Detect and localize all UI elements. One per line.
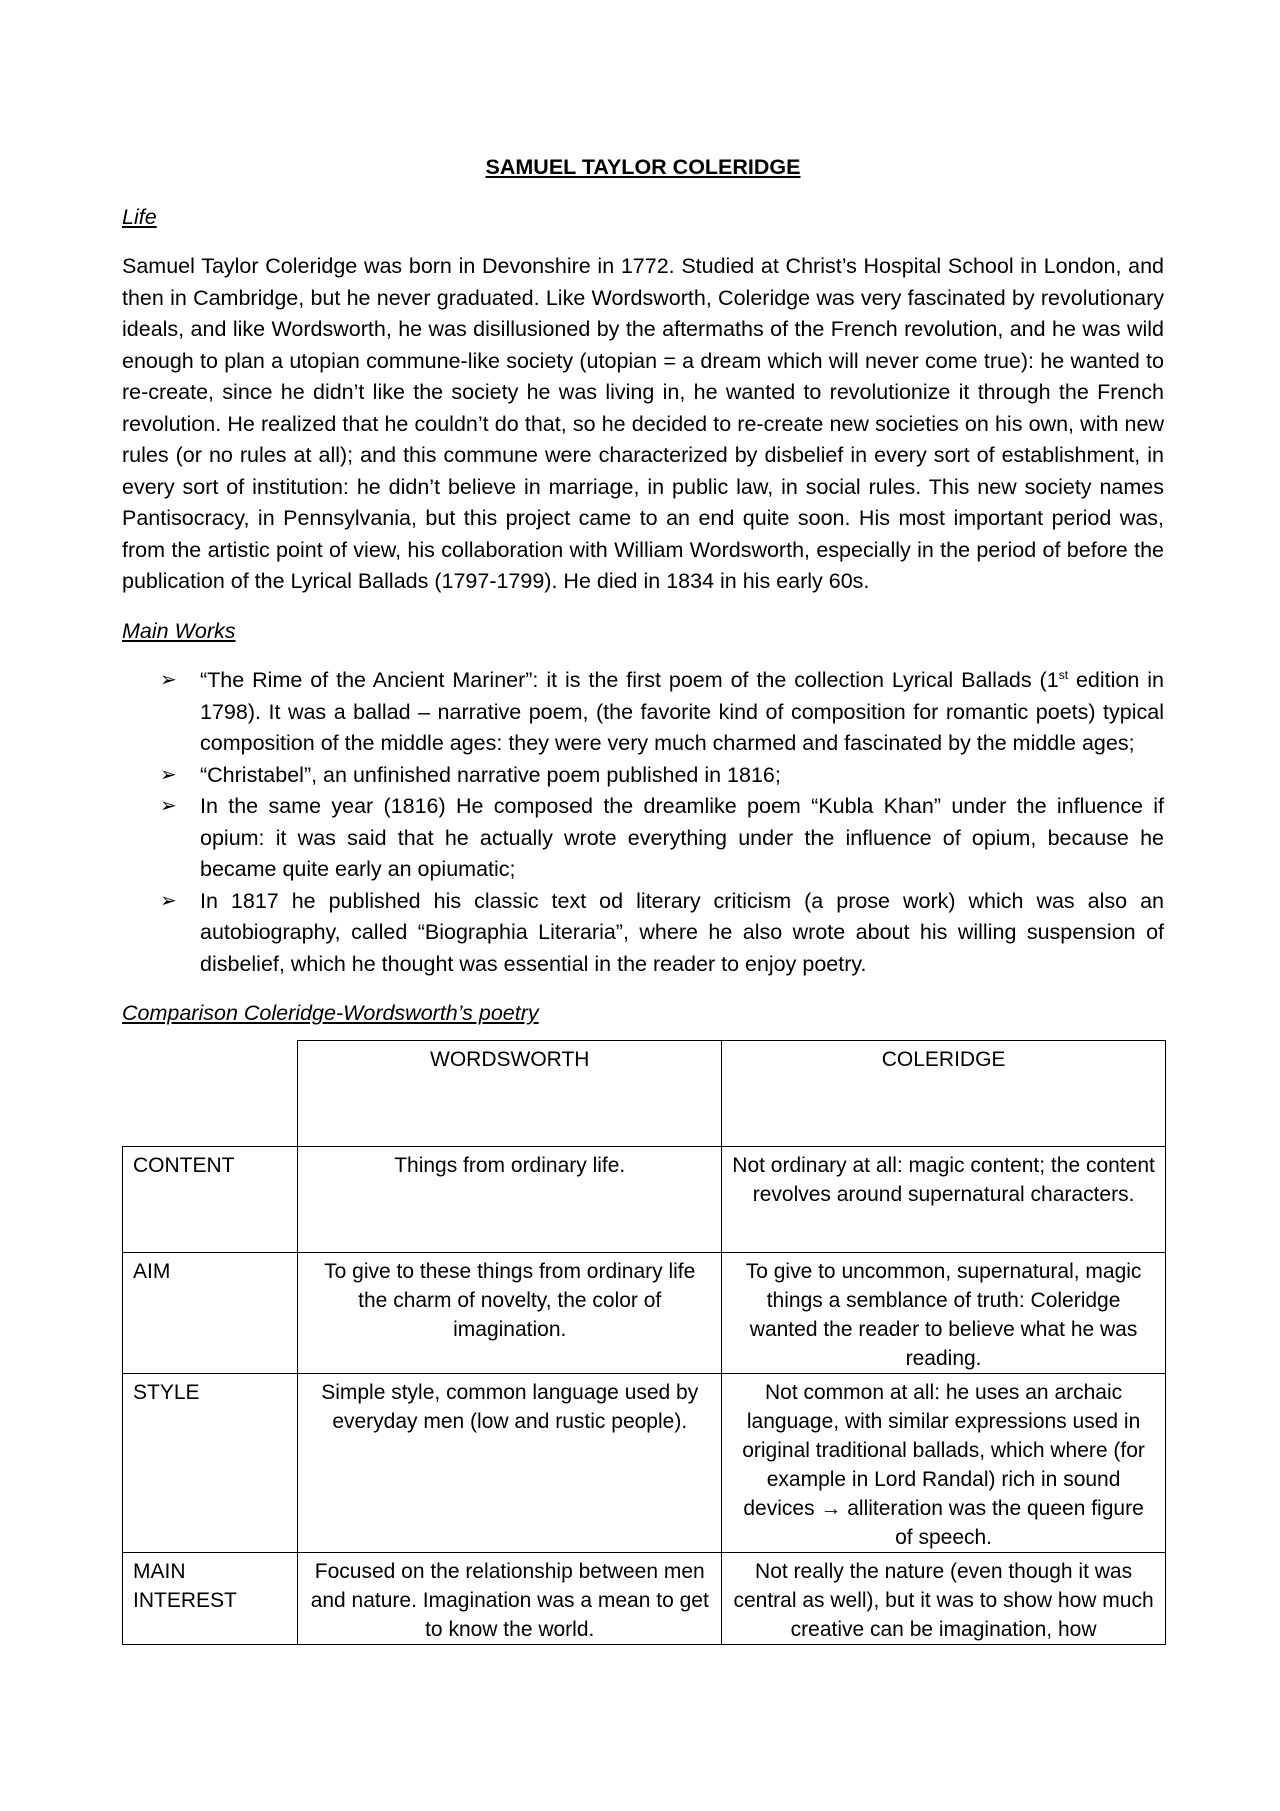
section-heading-life: Life <box>122 204 157 229</box>
life-paragraph: Samuel Taylor Coleridge was born in Devonshire in 1772. Studied at Christ’s Hospital School in London, and then in Cambridge, but he never graduated. Like Wordsworth, Coleridge was very fascinated by revolutionary ideals, and like Wordsworth, he was disillusioned by the aftermaths of the French revolution, and he was wild enough to plan a utopian commune-like society (utopian = a dream which will never come true): he wanted to re-create, since he didn’t like the society he was living in, he wanted to revolutionize it through the French revolution. He realized that he couldn’t do that, so he decided to re-create new societies on his own, with new rules (or no rules at all); and this commune were characterized by disbelief in every sort of establishment, in every sort of institution: he didn’t believe in marriage, in public law, in social rules. This new society names Pantisocracy, in Pennsylvania, but this project came to an end quite soon. His most important period was, from the artistic point of view, his collaboration with William Wordsworth, especially in the period of before the publication of the Lyrical Ballads (1797-1799). He died in 1834 in his early 60s. <box>122 254 1164 593</box>
row-label: STYLE <box>123 1373 298 1552</box>
table-cell: Not ordinary at all: magic content; the content revolves around supernatural characters. <box>722 1146 1166 1252</box>
document-page <box>122 152 1164 1645</box>
arrow-bullet-icon: ➢ <box>160 763 177 786</box>
table-corner-cell <box>123 1040 298 1146</box>
list-item <box>122 791 1164 886</box>
table-cell: Focused on the relationship between men and nature. Imagination was a mean to get to know the world. <box>298 1552 722 1644</box>
section-heading-comparison: Comparison Coleridge-Wordsworth’s poetry <box>122 1001 539 1025</box>
row-label: CONTENT <box>123 1146 298 1252</box>
list-item-text: edition in 1798). It was a ballad – narrative poem, (the favorite kind of composition for romantic poets) typical composition of the middle ages: they were very much charmed and fascinated by the middle ages; <box>200 668 1164 755</box>
column-header-coleridge: COLERIDGE <box>722 1040 1166 1146</box>
table-cell: To give to uncommon, supernatural, magic things a semblance of truth: Coleridge wanted the reader to believe what he was reading. <box>722 1252 1166 1373</box>
table-cell: Simple style, common language used by everyday men (low and rustic people). <box>298 1373 722 1552</box>
list-item-text: In 1817 he published his classic text od literary criticism (a prose work) which was also an autobiography, called “Biographia Literaria”, where he also wrote about his willing suspension of disbelief, which he thought was essential in the reader to enjoy poetry. <box>200 888 1164 976</box>
table-cell: Not really the nature (even though it was central as well), but it was to show how much creative can be imagination, how <box>722 1552 1166 1644</box>
table-row <box>123 1373 1166 1552</box>
table-cell: Not common at all: he uses an archaic language, with similar expressions used in original traditional ballads, which where (for example in Lord Randal) rich in sound devices → alliteration was the queen figure of speech. <box>722 1373 1166 1552</box>
table-cell: To give to these things from ordinary life the charm of novelty, the color of imagination. <box>298 1252 722 1373</box>
list-item-text: “Christabel”, an unfinished narrative poem published in 1816; <box>200 762 781 787</box>
list-item <box>122 760 1164 792</box>
table-header-row <box>123 1040 1166 1146</box>
superscript: st <box>1058 667 1069 682</box>
comparison-table <box>122 1040 1166 1645</box>
arrow-bullet-icon: ➢ <box>160 669 177 691</box>
document-title: SAMUEL TAYLOR COLERIDGE <box>485 155 801 179</box>
list-item-text: In the same year (1816) He composed the dreamlike poem “Kubla Khan” under the influence if opium: it was said that he actually wrote everything under the influence of opium, because he became quite early an opiumatic; <box>200 794 1164 881</box>
table-row <box>123 1252 1166 1373</box>
row-label: MAIN INTEREST <box>123 1552 298 1644</box>
list-item <box>122 665 1164 760</box>
row-label: AIM <box>123 1252 298 1373</box>
section-heading-main-works: Main Works <box>122 618 236 643</box>
arrow-bullet-icon: ➢ <box>160 795 177 817</box>
table-row <box>123 1552 1166 1644</box>
table-row <box>123 1146 1166 1252</box>
table-cell: Things from ordinary life. <box>298 1146 722 1252</box>
main-works-list <box>122 665 1164 980</box>
column-header-wordsworth: WORDSWORTH <box>298 1040 722 1146</box>
list-item <box>122 886 1164 981</box>
list-item-text: “The Rime of the Ancient Mariner”: it is the first poem of the collection Lyrical Ballads (1 <box>200 668 1059 692</box>
arrow-bullet-icon: ➢ <box>160 889 177 912</box>
